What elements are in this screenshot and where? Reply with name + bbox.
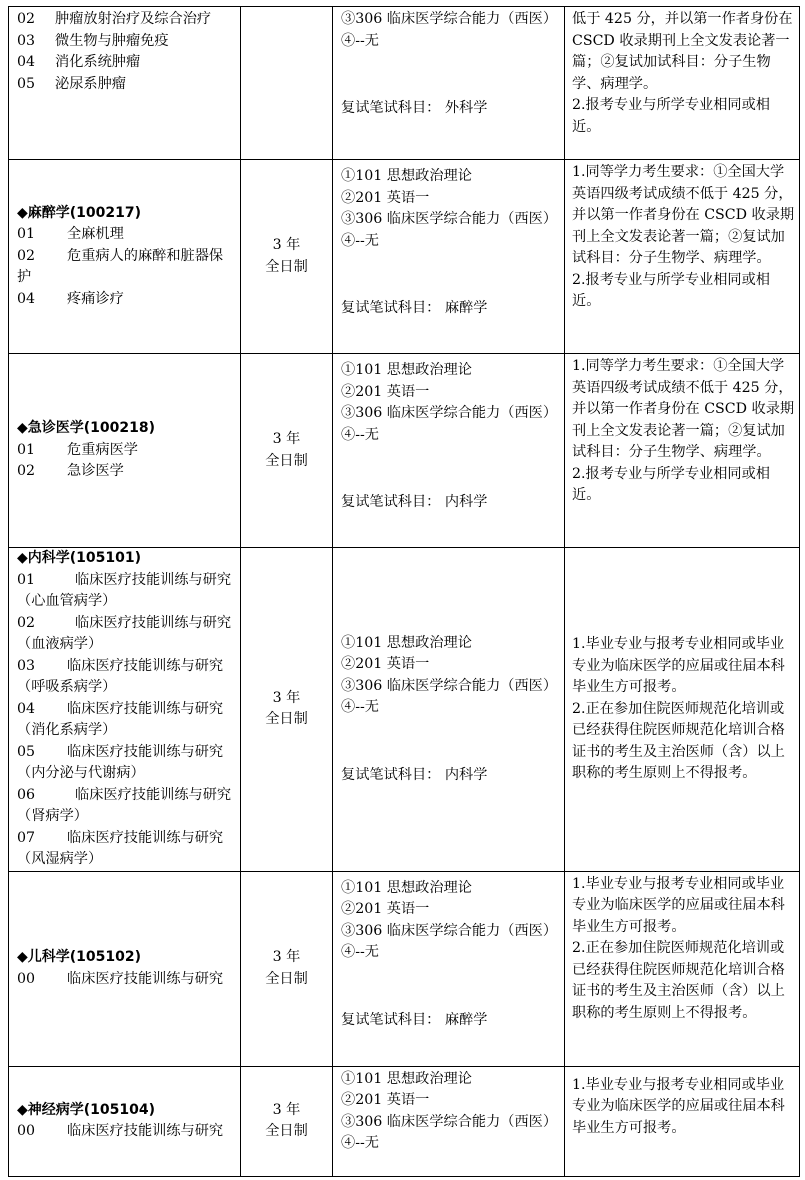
admissions-table	[8, 6, 800, 1177]
direction-item: 01 全麻机理	[17, 226, 124, 243]
direction-item: 00 临床医疗技能训练与研究	[17, 970, 224, 987]
exam-subject: ②201 英语一	[341, 189, 430, 206]
exam-cell	[333, 7, 565, 160]
direction-item: 03 临床医疗技能训练与研究（呼吸系病学）	[17, 657, 224, 695]
major-cell	[9, 871, 241, 1066]
direction-item: 06 临床医疗技能训练与研究（肾病学）	[17, 786, 232, 824]
major-cell	[9, 7, 241, 160]
requirements-cell	[565, 160, 800, 354]
direction-item: 04 消化系统肿瘤	[17, 54, 141, 70]
exam-cell	[333, 1066, 565, 1176]
study-mode: 全日制	[265, 711, 308, 728]
requirements-cell	[565, 548, 800, 872]
exam-subject: ①101 思想政治理论	[341, 1070, 472, 1087]
requirement-text: 2.报考专业与所学专业相同或相近。	[572, 97, 770, 135]
major-title: ◆急诊医学(100218)	[17, 420, 156, 437]
major-cell	[9, 1066, 241, 1176]
major-title: ◆内科学(105101)	[17, 550, 142, 566]
exam-subject: ②201 英语一	[341, 383, 430, 400]
major-cell	[9, 160, 241, 354]
retest-subject: 复试笔试科目： 麻醉学	[341, 300, 488, 316]
requirements-cell	[565, 7, 800, 160]
exam-subject: ④--无	[341, 426, 379, 443]
direction-item: 01 临床医疗技能训练与研究（心血管病学）	[17, 571, 232, 609]
requirement-text: 2.正在参加住院医师规范化培训或已经获得住院医师规范化培训合格证书的考生及主治医师（含）以上职称的考生原则上不得报考。	[572, 700, 785, 781]
direction-item: 02 临床医疗技能训练与研究（血液病学）	[17, 614, 232, 652]
exam-cell	[333, 354, 565, 548]
study-mode: 全日制	[265, 452, 308, 469]
major-title: ◆儿科学(105102)	[17, 949, 142, 965]
exam-subject: ①101 思想政治理论	[341, 634, 472, 651]
requirements-cell	[565, 1066, 800, 1176]
major-title: ◆麻醉学(100217)	[17, 204, 142, 221]
requirements-cell	[565, 354, 800, 548]
major-cell	[9, 548, 241, 872]
duration-cell	[241, 871, 333, 1066]
table-row	[9, 871, 800, 1066]
duration-cell	[241, 1066, 333, 1176]
study-mode: 全日制	[265, 1123, 308, 1139]
direction-item: 00 临床医疗技能训练与研究	[17, 1123, 224, 1139]
exam-subject: ③306 临床医学综合能力（西医）	[341, 405, 558, 421]
direction-item: 05 泌尿系肿瘤	[17, 75, 126, 92]
exam-subject: ④--无	[341, 232, 379, 249]
exam-subject: ②201 英语一	[341, 901, 430, 917]
duration-years: 3 年	[272, 1101, 301, 1118]
direction-item: 07 临床医疗技能训练与研究（风湿病学）	[17, 829, 224, 867]
requirement-text: 2.正在参加住院医师规范化培训或已经获得住院医师规范化培训合格证书的考生及主治医师（含）以上职称的考生原则上不得报考。	[572, 940, 785, 1021]
exam-subject: ③306 临床医学综合能力（西医）	[341, 11, 558, 27]
retest-subject: 复试笔试科目： 外科学	[341, 100, 488, 116]
study-mode: 全日制	[265, 258, 308, 275]
requirement-text: 2.报考专业与所学专业相同或相近。	[572, 271, 770, 309]
duration-cell	[241, 548, 333, 872]
direction-item: 02 危重病人的麻醉和脏器保护	[17, 247, 224, 286]
requirement-text: 低于 425 分，并以第一作者身份在 CSCD 收录期刊上全文发表论著一篇；②复试加试科目：分子生物学、病理学。	[572, 11, 793, 92]
table-row	[9, 160, 800, 354]
requirement-text: 1.毕业专业与报考专业相同或毕业专业为临床医学的应届或往届本科毕业生方可报考。	[572, 1076, 785, 1136]
direction-item: 04 临床医疗技能训练与研究（消化系病学）	[17, 700, 224, 738]
table-row	[9, 1066, 800, 1176]
direction-item: 03 微生物与肿瘤免疫	[17, 32, 169, 49]
duration-years: 3 年	[272, 431, 301, 447]
requirement-text: 1.毕业专业与报考专业相同或毕业专业为临床医学的应届或往届本科毕业生方可报考。	[572, 875, 785, 935]
duration-cell	[241, 7, 333, 160]
exam-subject: ①101 思想政治理论	[341, 879, 472, 896]
exam-subject: ②201 英语一	[341, 1092, 430, 1108]
major-title: ◆神经病学(105104)	[17, 1101, 156, 1118]
exam-subject: ③306 临床医学综合能力（西医）	[341, 677, 558, 694]
table-row	[9, 7, 800, 160]
exam-cell	[333, 160, 565, 354]
exam-subject: ①101 思想政治理论	[341, 362, 472, 378]
exam-subject: ③306 临床医学综合能力（西医）	[341, 922, 558, 939]
direction-item: 02 肿瘤放射治疗及综合治疗	[17, 11, 212, 27]
study-mode: 全日制	[265, 970, 308, 987]
direction-item: 02 急诊医学	[17, 463, 124, 480]
exam-cell	[333, 548, 565, 872]
requirement-text: 1.同等学力考生要求：①全国大学英语四级考试成绩不低于 425 分，并以第一作者身份在 CSCD 收录期刊上全文发表论著一篇；②复试加试科目：分子生物学、病理学。	[572, 164, 795, 266]
exam-subject: ①101 思想政治理论	[341, 168, 472, 184]
direction-item: 04 疼痛诊疗	[17, 290, 124, 307]
table-row	[9, 354, 800, 548]
exam-subject: ②201 英语一	[341, 656, 430, 672]
requirement-text: 1.毕业专业与报考专业相同或毕业专业为临床医学的应届或往届本科毕业生方可报考。	[572, 636, 785, 695]
direction-item: 01 危重病医学	[17, 441, 138, 458]
major-cell	[9, 354, 241, 548]
requirement-text: 1.同等学力考生要求：①全国大学英语四级考试成绩不低于 425 分，并以第一作者身份在 CSCD 收录期刊上全文发表论著一篇；②复试加试科目：分子生物学、病理学。	[572, 358, 795, 460]
exam-subject: ④--无	[341, 32, 379, 49]
table-row	[9, 548, 800, 872]
requirements-cell	[565, 871, 800, 1066]
duration-cell	[241, 354, 333, 548]
duration-years: 3 年	[272, 689, 301, 706]
duration-cell	[241, 160, 333, 354]
exam-subject: ④--无	[341, 944, 379, 960]
requirement-text: 2.报考专业与所学专业相同或相近。	[572, 465, 770, 503]
exam-cell	[333, 871, 565, 1066]
duration-years: 3 年	[272, 237, 301, 253]
retest-subject: 复试笔试科目： 麻醉学	[341, 1011, 488, 1028]
exam-subject: ④--无	[341, 1135, 379, 1151]
exam-subject: ③306 临床医学综合能力（西医）	[341, 211, 558, 227]
retest-subject: 复试笔试科目： 内科学	[341, 766, 488, 783]
retest-subject: 复试笔试科目： 内科学	[341, 494, 488, 510]
duration-years: 3 年	[272, 949, 301, 965]
direction-item: 05 临床医疗技能训练与研究（内分泌与代谢病）	[17, 743, 224, 781]
exam-subject: ③306 临床医学综合能力（西医）	[341, 1113, 558, 1130]
exam-subject: ④--无	[341, 699, 379, 715]
